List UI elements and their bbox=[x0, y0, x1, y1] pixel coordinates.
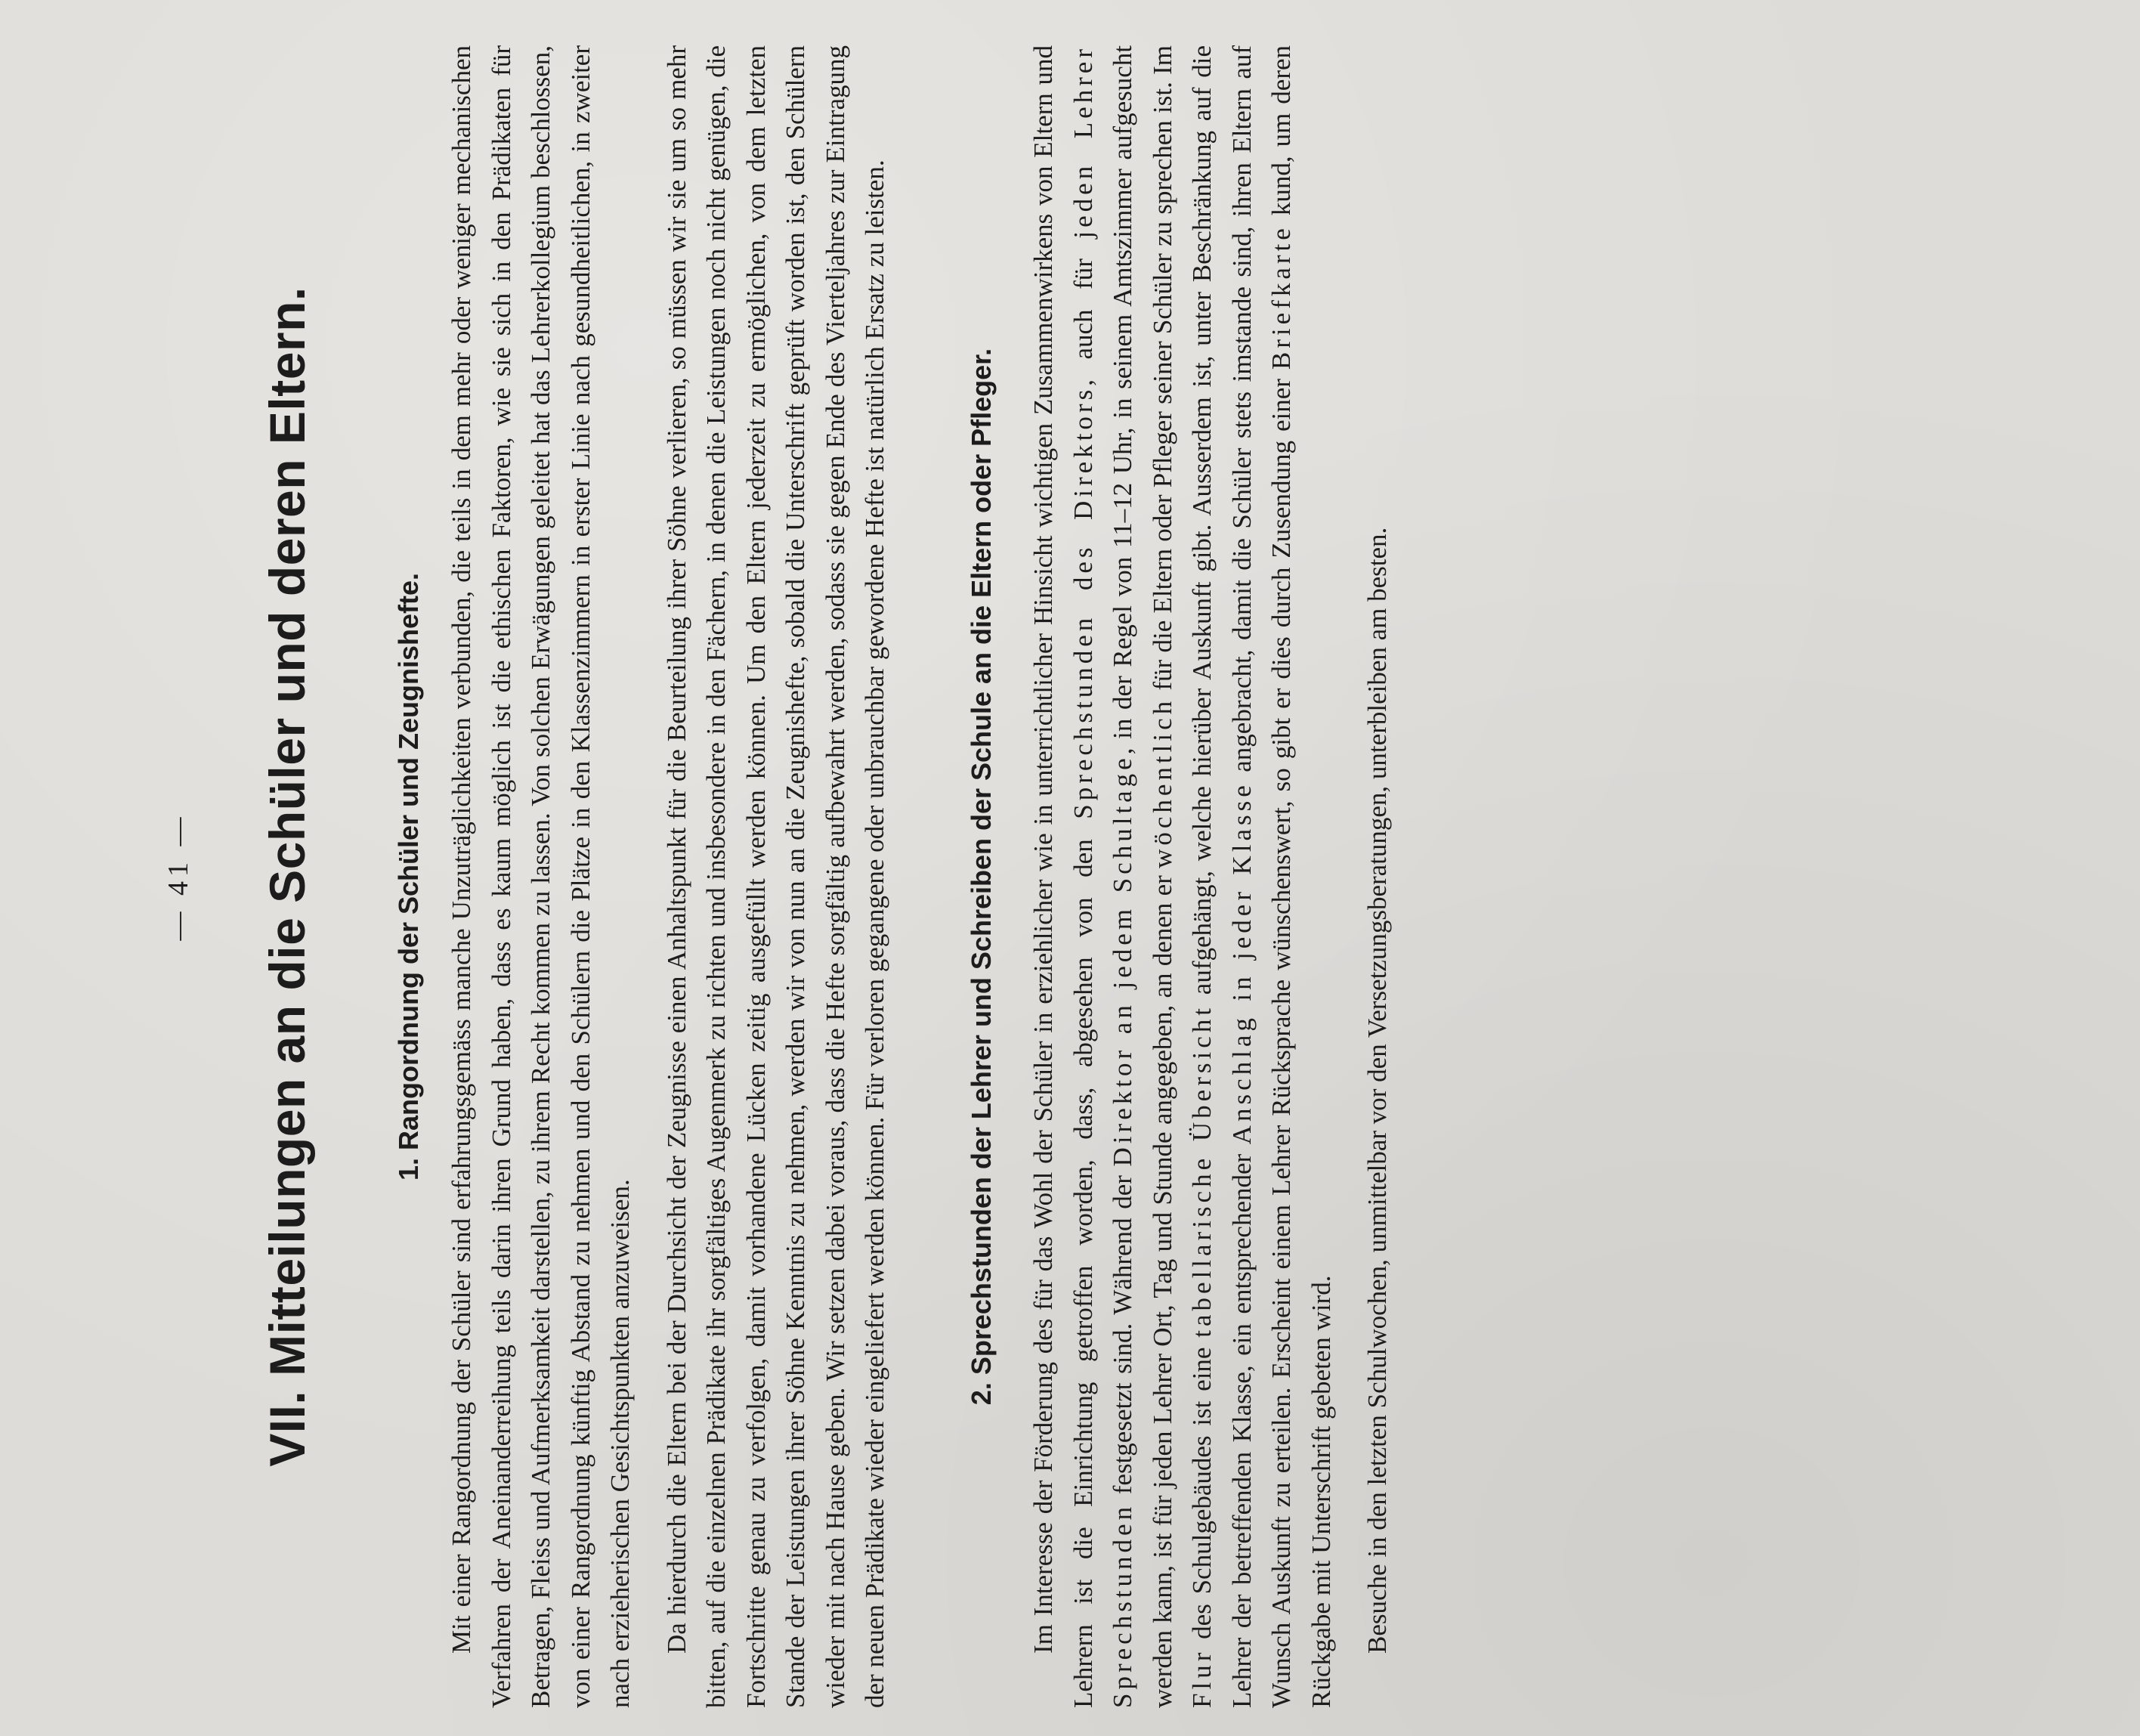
section-1-title: 1. Rangordnung der Schüler und Zeugnishefte. bbox=[393, 572, 424, 1181]
text-run: festgesetzt sind. Während der bbox=[1108, 1175, 1137, 1495]
page-number: — 41 — bbox=[162, 812, 194, 941]
section-2-body bbox=[1024, 45, 1398, 1708]
spaced-emphasis: Direktor an jedem Schultage bbox=[1108, 754, 1137, 1167]
text-run: angebracht, damit die Schüler stets imstande sind, ihren Eltern auf Wunsch Auskunft zu erteilen. Erscheint einem Lehrer Rücksprache wünschenswert, so gibt er dies durch Zusendung einer bbox=[1226, 45, 1296, 1708]
section-2-title: 2. Sprechstunden der Lehrer und Schreiben der Schule an die Eltern oder Pfleger. bbox=[966, 348, 997, 1406]
section-2-paragraph-1 bbox=[1024, 45, 1341, 1708]
spaced-emphasis: wöchentlich bbox=[1147, 697, 1177, 868]
text-run: , in der Regel von 11–12 Uhr, in seinem Amtszimmer aufgesucht werden kann, ist für jeden Lehrer Ort, Tag und Stunde angegeben, an denen er bbox=[1108, 45, 1177, 1708]
document-page bbox=[159, 45, 1761, 1708]
spaced-emphasis: Flur bbox=[1187, 1648, 1217, 1708]
spaced-emphasis: Sprechstunden des Direktors bbox=[1068, 385, 1098, 819]
text-run: Im Interesse der Förderung des für das Wohl der Schüler in erziehlicher wie in unterrichtlicher Hinsicht wichtigen Zusammenwirkens von Eltern und Lehrern ist die Einrichtung getroffen worden, dass, abgesehen von den bbox=[1028, 45, 1098, 1708]
section-1-paragraph-2: Da hierdurch die Eltern bei der Durchsicht der Zeugnisse einen Anhaltspunkt für die Beurteilung ihrer Söhne verlieren, so müssen wir sie um so mehr bitten, auf die einzelnen Prädikate ihr sorgfältiges Augenmerk zu richten und insbesondere in den Fächern, in denen die Leistungen noch nicht genügen, die Fortschritte genau zu verfolgen, damit vorhandene Lücken zeitig ausgefüllt werden können. Um den Eltern jederzeit zu ermöglichen, von dem letzten Stande der Leistungen ihrer Söhne Kenntnis zu nehmen, werden wir von nun an die Zeugnishefte, sobald die Unterschrift geprüft worden ist, den Schülern wieder mit nach Hause geben. Wir setzen dabei voraus, dass die Hefte sorgfältig aufbewahrt werden, sodass sie gegen Ende des Vierteljahres zur Eintragung der neuen Prädikate wieder eingeliefert werden können. Für verloren gegangene oder unbrauchbar gewordene Hefte ist natürlich Ersatz zu leisten. bbox=[661, 45, 889, 1708]
section-1-paragraph-1: Mit einer Rangordnung der Schüler sind erfahrungsgemäss manche Unzuträglichkeiten verbunden, die teils in dem mehr oder weniger mechanischen Verfahren der Aneinanderreihung teils darin ihren Grund haben, dass es kaum möglich ist die ethischen Faktoren, wie sie sich in den Prädikaten für Betragen, Fleiss und Aufmerksamkeit darstellen, zu ihrem Recht kommen zu lassen. Von solchen Erwägungen geleitet hat das Lehrerkollegium beschlossen, von einer Rangordnung künftig Abstand zu nehmen und den Schülern die Plätze in den Klassenzimmern in erster Linie nach gesundheitlichen, in zweiter nach erzieherischen Gesichtspunkten anzuweisen. bbox=[447, 45, 635, 1708]
spaced-emphasis: Briefkarte bbox=[1266, 224, 1296, 370]
text-run: aufgehängt, welche hierüber Auskunft gibt. Ausserdem ist, unter Beschränkung auf die Lehrer der betreffenden Klasse, ein entsprechender bbox=[1187, 45, 1257, 1708]
section-1-body bbox=[442, 45, 895, 1708]
spaced-emphasis: jeden Lehrer Sprechstunden bbox=[1068, 45, 1137, 1708]
text-run: für die Eltern oder Pfleger seiner Schüler zu sprechen ist. Im bbox=[1147, 45, 1177, 691]
text-run: des Schulgebäudes ist eine bbox=[1187, 1347, 1217, 1639]
spaced-emphasis: tabellarische Übersicht bbox=[1187, 1004, 1217, 1338]
text-run: kund, um deren Rückgabe mit Unterschrift gebeten wird. bbox=[1266, 45, 1336, 1708]
section-2-paragraph-2: Besuche in den letzten Schulwochen, unmittelbar vor den Versetzungsberatungen, unterbleiben am besten. bbox=[1362, 527, 1392, 1654]
chapter-title: VII. Mitteilungen an die Schüler und deren Eltern. bbox=[259, 286, 315, 1467]
spaced-emphasis: Anschlag in jeder Klasse bbox=[1226, 781, 1257, 1145]
text-run: , auch für bbox=[1068, 258, 1098, 386]
